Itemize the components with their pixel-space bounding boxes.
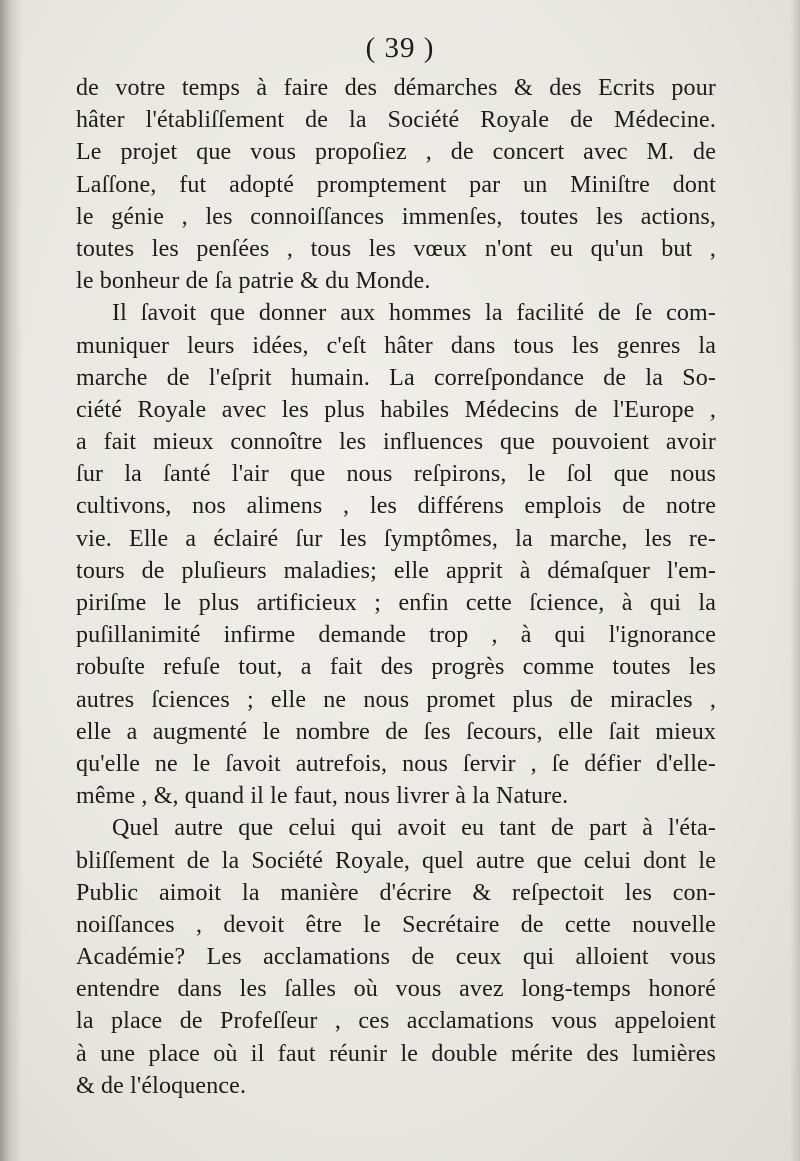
body-text [76, 72, 716, 1102]
text-line: Quel autre que celui qui avoit eu tant de part à l'éta- [112, 815, 716, 842]
paragraph-2 [76, 297, 716, 812]
text-line: tours de pluſieurs maladies; elle apprit à démaſquer l'em- [76, 557, 716, 584]
text-line: la place de Profeſſeur , ces acclamations vous appeloient [76, 1008, 716, 1035]
text-line: Académie? Les acclamations de ceux qui alloient vous [76, 944, 716, 971]
text-line: hâter l'établiſſement de la Société Royale de Médecine. [76, 107, 716, 134]
page-edge-shadow [790, 0, 800, 1161]
text-line: piriſme le plus artificieux ; enfin cette ſcience, à qui la [76, 590, 716, 616]
text-line: de votre temps à faire des démarches & des Ecrits pour [76, 75, 716, 101]
text-line: Il ſavoit que donner aux hommes la facilité de ſe com- [112, 300, 716, 327]
text-line: à une place où il faut réunir le double mérite des lumières [76, 1040, 716, 1067]
text-line: même , &, quand il le faut, nous livrer à la Nature. [76, 783, 569, 810]
binding-shadow [0, 0, 22, 1161]
text-line: elle a augmenté le nombre de ſes ſecours, elle ſait mieux [76, 718, 716, 745]
text-line: toutes les penſées , tous les vœux n'ont eu qu'un but , [76, 235, 716, 262]
text-line: Le projet que vous propoſiez , de concert avec M. de [76, 139, 716, 166]
text-line: autres ſciences ; elle ne nous promet plus de miracles , [76, 686, 716, 713]
text-line: ciété Royale avec les plus habiles Médecins de l'Europe , [76, 396, 716, 423]
paragraph-1 [76, 72, 716, 297]
text-line: Public aimoit la manière d'écrire & reſpectoit les con- [76, 879, 716, 906]
text-line: le génie , les connoiſſances immenſes, toutes les actions, [76, 203, 716, 230]
text-line: bliſſement de la Société Royale, quel autre que celui dont le [76, 847, 716, 874]
text-line: vie. Elle a éclairé ſur les ſymptômes, la marche, les re- [76, 525, 716, 552]
text-line: ſur la ſanté l'air que nous reſpirons, le ſol que nous [76, 461, 716, 488]
text-line: & de l'éloquence. [76, 1072, 247, 1099]
text-line: a fait mieux connoître les influences que pouvoient avoir [76, 429, 716, 456]
text-line: qu'elle ne le ſavoit autrefois, nous ſervir , ſe défier d'elle- [76, 750, 716, 777]
text-line: marche de l'eſprit humain. La correſpondance de la So- [76, 364, 716, 391]
text-line: muniquer leurs idées, c'eſt hâter dans tous les genres la [76, 332, 716, 359]
text-line: noiſſances , devoit être le Secrétaire de cette nouvelle [76, 911, 716, 938]
text-line: Laſſone, fut adopté promptement par un Miniſtre dont [76, 171, 716, 198]
text-line: robuſte refuſe tout, a fait des progrès comme toutes les [76, 654, 716, 681]
text-line: entendre dans les ſalles où vous avez long-temps honoré [76, 976, 716, 1003]
paragraph-3 [76, 812, 716, 1102]
page-number: ( 39 ) [365, 32, 435, 64]
text-line: puſillanimité infirme demande trop , à qui l'ignorance [76, 622, 716, 649]
text-line: le bonheur de ſa patrie & du Monde. [76, 268, 431, 295]
text-line: cultivons, nos alimens , les différens emplois de notre [76, 493, 716, 520]
